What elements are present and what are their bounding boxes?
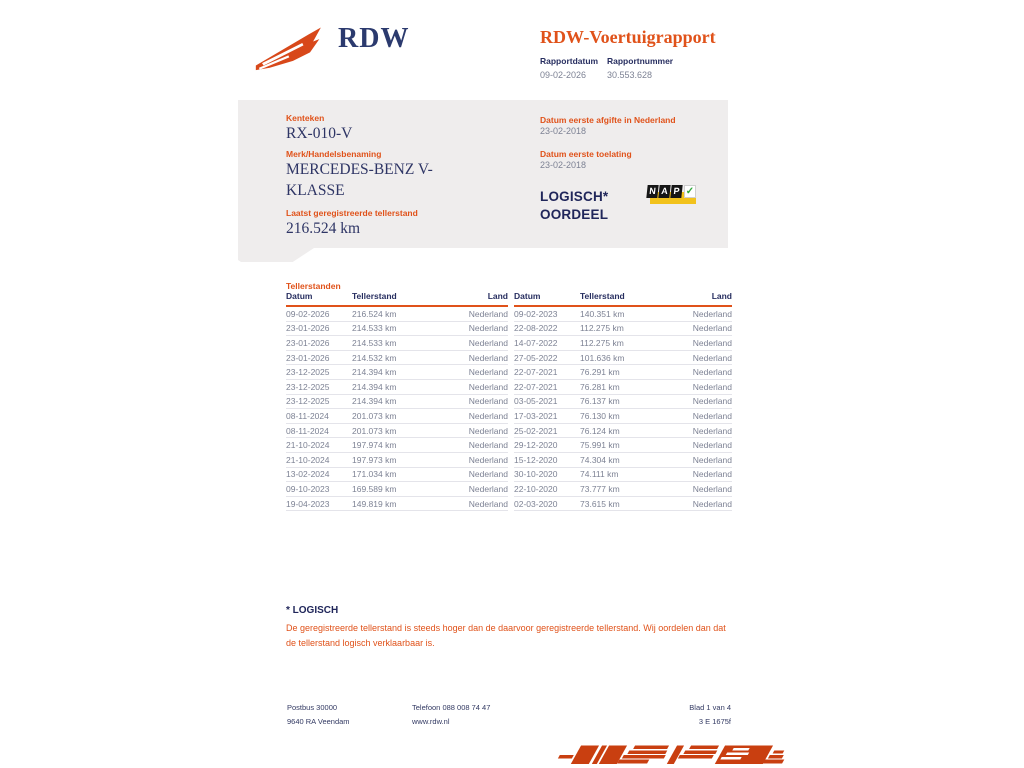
table-body-left [286,307,508,511]
cell-land: Nederland [468,367,508,378]
cell-datum: 23-01-2026 [286,352,330,363]
report-date-label: Rapportdatum [540,56,599,66]
cell-datum: 21-10-2024 [286,440,330,451]
footer-address [287,701,350,729]
footnote-title: * LOGISCH [286,605,339,616]
col-header-land: Land [487,291,508,301]
table-row [514,453,732,468]
nap-check-icon: ✓ [685,186,695,197]
rdw-logo-wordmark: RDW [338,23,410,54]
table-row [514,395,732,410]
cell-datum: 17-03-2021 [514,410,558,421]
table-row [514,438,732,453]
eerste-afgifte-label: Datum eerste afgifte in Nederland [540,115,676,125]
table-row [514,424,732,439]
table-row [514,409,732,424]
cell-datum: 08-11-2024 [286,410,329,421]
cell-land: Nederland [692,425,732,436]
nap-letter-a: A [658,185,670,198]
rdw-stripe-motif-graphic [553,742,791,768]
tellerstanden-section-title: Tellerstanden [286,281,341,291]
cell-tellerstand: 197.973 km [352,454,397,465]
table-row [514,336,732,351]
cell-land: Nederland [468,337,508,348]
cell-tellerstand: 73.777 km [580,483,620,494]
nap-letter-p: P [670,185,682,198]
cell-tellerstand: 76.137 km [580,396,620,407]
cell-datum: 19-04-2023 [286,498,330,509]
laatste-tellerstand-value: 216.524 km [286,220,361,237]
table-row [286,336,508,351]
cell-tellerstand: 201.073 km [352,425,397,436]
table-row [286,424,508,439]
eerste-afgifte-value: 23-02-2018 [540,126,587,136]
cell-datum: 13-02-2024 [286,469,330,480]
cell-datum: 27-05-2022 [514,352,558,363]
cell-land: Nederland [692,337,732,348]
cell-land: Nederland [692,410,732,421]
table-row [514,351,732,366]
cell-tellerstand: 76.130 km [580,410,620,421]
table-row [514,482,732,497]
tellerstanden-table-left [286,291,508,511]
cell-land: Nederland [468,308,508,319]
cell-land: Nederland [468,323,508,334]
nap-letter-n: N [646,185,658,198]
cell-tellerstand: 171.034 km [352,469,397,480]
col-header-tellerstand: Tellerstand [352,291,397,301]
table-row [286,322,508,337]
cell-datum: 23-12-2025 [286,381,330,392]
cell-land: Nederland [468,483,508,494]
cell-tellerstand: 201.073 km [352,410,397,421]
cell-datum: 30-10-2020 [514,469,558,480]
cell-tellerstand: 214.394 km [352,381,397,392]
cell-tellerstand: 74.304 km [580,454,620,465]
table-row [286,438,508,453]
table-row [514,322,732,337]
table-body-right [514,307,732,511]
footer-form-code: 3 E 1675f [698,717,731,726]
cell-datum: 29-12-2020 [514,440,558,451]
cell-datum: 22-07-2021 [514,381,558,392]
report-number-value: 30.553.628 [607,70,653,80]
footer-address-line1: Postbus 30000 [287,703,338,712]
table-header [514,291,732,307]
cell-land: Nederland [692,440,732,451]
table-row [286,380,508,395]
cell-datum: 15-12-2020 [514,454,558,465]
cell-tellerstand: 216.524 km [352,308,397,319]
cell-tellerstand: 214.394 km [352,367,397,378]
report-date-field [540,56,598,80]
kenteken-label: Kenteken [286,113,325,123]
oordeel-line2: OORDEEL [540,206,609,222]
table-row [286,365,508,380]
cell-tellerstand: 112.275 km [580,323,624,334]
cell-tellerstand: 76.291 km [580,367,620,378]
footer-contact [412,701,490,729]
cell-tellerstand: 169.589 km [352,483,397,494]
cell-land: Nederland [692,367,732,378]
cell-datum: 22-10-2020 [514,483,558,494]
table-row [286,395,508,410]
cell-tellerstand: 76.124 km [580,425,620,436]
report-number-field [607,56,673,80]
tellerstanden-table-right [514,291,732,511]
cell-datum: 23-12-2025 [286,367,330,378]
cell-land: Nederland [468,352,508,363]
vehicle-summary-panel-tab [238,248,314,262]
cell-datum: 03-05-2021 [514,396,558,407]
table-header [286,291,508,307]
cell-land: Nederland [468,425,508,436]
cell-land: Nederland [692,454,732,465]
cell-tellerstand: 76.281 km [580,381,620,392]
cell-land: Nederland [468,454,508,465]
cell-land: Nederland [692,469,732,480]
footer-pagination [631,701,731,729]
cell-datum: 23-01-2026 [286,323,330,334]
table-row [514,497,732,512]
cell-land: Nederland [468,396,508,407]
table-row [286,453,508,468]
cell-land: Nederland [692,396,732,407]
report-date-value: 09-02-2026 [540,70,587,80]
col-header-datum: Datum [286,291,313,301]
cell-tellerstand: 214.533 km [352,323,397,334]
nap-logo [647,185,699,208]
cell-datum: 09-02-2023 [514,308,558,319]
table-row [514,380,732,395]
cell-land: Nederland [468,381,508,392]
cell-land: Nederland [692,381,732,392]
eerste-toelating-value: 23-02-2018 [540,160,587,170]
cell-tellerstand: 140.351 km [580,308,625,319]
kenteken-value: RX-010-V [286,125,353,142]
table-row [514,468,732,483]
cell-datum: 21-10-2024 [286,454,330,465]
col-header-datum: Datum [514,291,541,301]
cell-datum: 22-07-2021 [514,367,558,378]
table-row [286,307,508,322]
laatste-tellerstand-label: Laatst geregistreerde tellerstand [286,208,418,218]
cell-datum: 08-11-2024 [286,425,329,436]
rdw-wing-icon [253,26,333,74]
cell-tellerstand: 112.275 km [580,337,624,348]
cell-land: Nederland [692,308,732,319]
page-title: RDW-Voertuigrapport [540,27,716,47]
cell-tellerstand: 74.111 km [580,469,619,480]
cell-datum: 23-01-2026 [286,337,330,348]
cell-datum: 14-07-2022 [514,337,558,348]
cell-land: Nederland [468,498,508,509]
cell-land: Nederland [692,352,732,363]
footer-address-line2: 9640 RA Veendam [287,717,350,726]
cell-datum: 02-03-2020 [514,498,558,509]
col-header-tellerstand: Tellerstand [580,291,625,301]
col-header-land: Land [711,291,732,301]
cell-datum: 25-02-2021 [514,425,558,436]
table-row [514,365,732,380]
oordeel-line1: LOGISCH* [540,189,609,204]
cell-datum: 09-10-2023 [286,483,330,494]
footer-website-link[interactable]: www.rdw.nl [412,717,450,726]
eerste-toelating-label: Datum eerste toelating [540,149,632,159]
cell-tellerstand: 214.533 km [352,337,397,348]
cell-land: Nederland [468,410,508,421]
oordeel-text [540,188,608,223]
table-row [514,307,732,322]
cell-tellerstand: 149.819 km [352,498,397,509]
merk-value: MERCEDES-BENZ V-KLASSE [286,161,433,199]
cell-tellerstand: 214.394 km [352,396,397,407]
cell-land: Nederland [692,323,732,334]
table-row [286,468,508,483]
footer-phone: Telefoon 088 008 74 47 [412,703,491,712]
cell-land: Nederland [468,440,508,451]
report-number-label: Rapportnummer [607,56,674,66]
footer-page-number: Blad 1 van 4 [689,703,731,712]
table-row [286,497,508,512]
table-row [286,482,508,497]
cell-datum: 09-02-2026 [286,308,330,319]
table-row [286,351,508,366]
footnote-text: De geregistreerde tellerstand is steeds hoger dan de daarvoor geregistreerde tellerstand. Wij oordelen dan dat de tellerstand logisch verklaarbaar is. [286,623,726,648]
merk-label: Merk/Handelsbenaming [286,149,382,159]
cell-datum: 22-08-2022 [514,323,558,334]
cell-tellerstand: 75.991 km [580,440,620,451]
cell-land: Nederland [468,469,508,480]
cell-datum: 23-12-2025 [286,396,330,407]
cell-tellerstand: 101.636 km [580,352,625,363]
table-row [286,409,508,424]
cell-tellerstand: 197.974 km [352,440,397,451]
cell-land: Nederland [692,483,732,494]
cell-tellerstand: 73.615 km [580,498,620,509]
cell-tellerstand: 214.532 km [352,352,397,363]
cell-land: Nederland [692,498,732,509]
